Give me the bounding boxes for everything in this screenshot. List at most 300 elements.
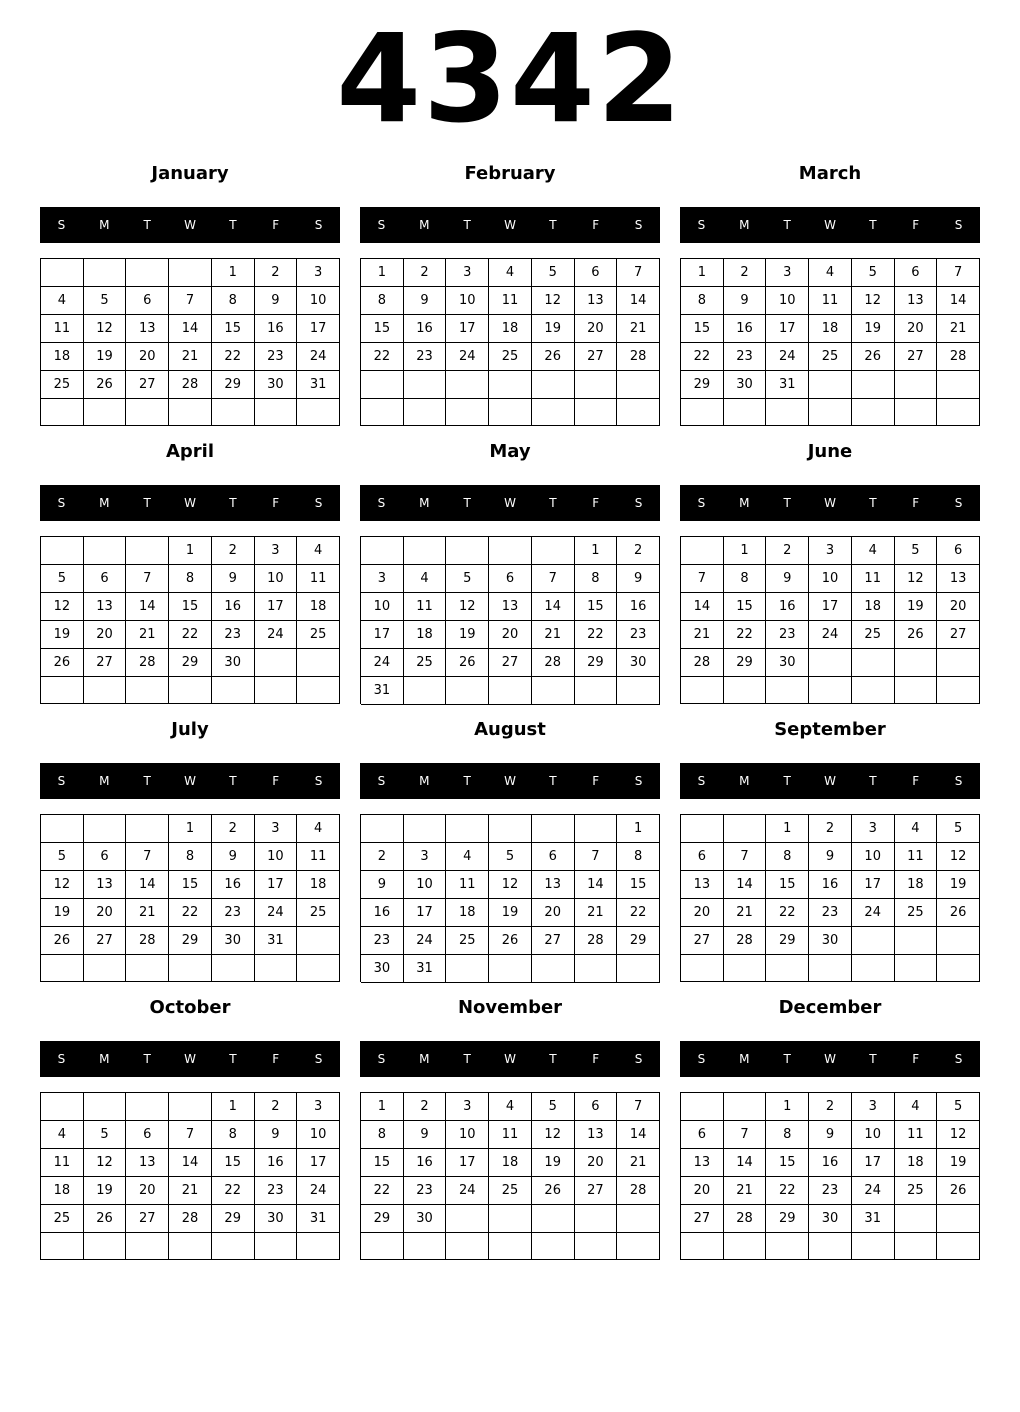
- day-cell: 12: [937, 1121, 980, 1149]
- day-cell: 15: [724, 593, 767, 621]
- weekday-label: S: [377, 218, 386, 232]
- day-cell: 21: [126, 621, 169, 649]
- day-cell: 2: [617, 537, 660, 565]
- weekday-label: M: [419, 218, 430, 232]
- month-name: November: [457, 997, 563, 1018]
- day-cell: 5: [532, 259, 575, 287]
- weekday-label: M: [739, 496, 750, 510]
- day-cell: 5: [41, 565, 84, 593]
- day-cell: 4: [809, 259, 852, 287]
- day-cell: 7: [532, 565, 575, 593]
- empty-cell: [446, 677, 489, 705]
- empty-cell: [809, 649, 852, 677]
- day-cell: 4: [41, 1121, 84, 1149]
- day-cell: 7: [617, 259, 660, 287]
- day-cell: 20: [575, 315, 618, 343]
- weekday-label: W: [824, 774, 836, 788]
- weekday-label: M: [739, 218, 750, 232]
- day-cell: 12: [41, 871, 84, 899]
- empty-cell: [895, 1205, 938, 1233]
- day-cell: 28: [169, 1205, 212, 1233]
- weekday-label: F: [592, 774, 600, 788]
- weekday-label: F: [592, 496, 600, 510]
- day-cell: 15: [575, 593, 618, 621]
- empty-cell: [361, 815, 404, 843]
- day-cell: 29: [724, 649, 767, 677]
- day-cell: 9: [255, 1121, 298, 1149]
- day-cell: 20: [895, 315, 938, 343]
- empty-cell: [937, 955, 980, 982]
- day-cell: 9: [809, 843, 852, 871]
- day-cell: 6: [895, 259, 938, 287]
- day-cell: 16: [724, 315, 767, 343]
- day-cell: 17: [404, 899, 447, 927]
- day-cell: 3: [255, 537, 298, 565]
- day-cell: 29: [361, 1205, 404, 1233]
- day-cell: 17: [297, 1149, 340, 1177]
- day-cell: 23: [404, 343, 447, 371]
- day-cell: 28: [724, 1205, 767, 1233]
- empty-cell: [895, 399, 938, 426]
- day-cell: 23: [724, 343, 767, 371]
- empty-cell: [446, 537, 489, 565]
- weekday-label: T: [783, 218, 791, 232]
- day-cell: 27: [895, 343, 938, 371]
- day-cell: 17: [852, 871, 895, 899]
- day-cell: 25: [489, 343, 532, 371]
- day-cell: 3: [766, 259, 809, 287]
- day-cell: 11: [297, 843, 340, 871]
- day-cell: 18: [446, 899, 489, 927]
- day-cell: 10: [852, 843, 895, 871]
- weekday-label: T: [869, 496, 877, 510]
- empty-cell: [766, 955, 809, 982]
- day-cell: 26: [489, 927, 532, 955]
- weekday-label: T: [143, 774, 151, 788]
- day-grid: [40, 1092, 340, 1260]
- empty-cell: [937, 677, 980, 704]
- day-cell: 11: [852, 565, 895, 593]
- day-cell: 17: [852, 1149, 895, 1177]
- day-cell: 2: [724, 259, 767, 287]
- day-cell: 10: [809, 565, 852, 593]
- day-cell: 26: [937, 899, 980, 927]
- day-cell: 19: [84, 1177, 127, 1205]
- day-cell: 19: [41, 899, 84, 927]
- month-name: October: [149, 997, 231, 1018]
- day-grid: [360, 536, 660, 704]
- day-cell: 12: [489, 871, 532, 899]
- empty-cell: [532, 1233, 575, 1260]
- empty-cell: [937, 371, 980, 399]
- day-cell: 17: [766, 315, 809, 343]
- day-cell: 1: [212, 259, 255, 287]
- day-cell: 12: [895, 565, 938, 593]
- day-cell: 7: [126, 843, 169, 871]
- day-cell: 27: [84, 649, 127, 677]
- day-cell: 31: [297, 371, 340, 399]
- day-cell: 28: [617, 343, 660, 371]
- day-cell: 18: [41, 343, 84, 371]
- weekday-header: [40, 207, 340, 243]
- day-cell: 16: [404, 315, 447, 343]
- weekday-label: T: [143, 218, 151, 232]
- day-cell: 31: [255, 927, 298, 955]
- day-cell: 29: [766, 927, 809, 955]
- empty-cell: [126, 955, 169, 982]
- empty-cell: [169, 1093, 212, 1121]
- day-cell: 24: [297, 1177, 340, 1205]
- day-cell: 13: [126, 315, 169, 343]
- weekday-header: [360, 763, 660, 799]
- day-cell: 29: [766, 1205, 809, 1233]
- day-cell: 11: [489, 1121, 532, 1149]
- empty-cell: [895, 955, 938, 982]
- day-cell: 18: [297, 871, 340, 899]
- day-cell: 3: [809, 537, 852, 565]
- empty-cell: [724, 1093, 767, 1121]
- weekday-label: S: [634, 496, 643, 510]
- day-cell: 15: [212, 315, 255, 343]
- day-cell: 26: [937, 1177, 980, 1205]
- day-cell: 21: [126, 899, 169, 927]
- weekday-label: S: [314, 496, 323, 510]
- empty-cell: [617, 1233, 660, 1260]
- day-cell: 19: [937, 1149, 980, 1177]
- day-cell: 1: [361, 259, 404, 287]
- day-cell: 3: [361, 565, 404, 593]
- day-cell: 23: [809, 1177, 852, 1205]
- empty-cell: [809, 399, 852, 426]
- day-cell: 14: [724, 1149, 767, 1177]
- day-cell: 23: [255, 1177, 298, 1205]
- day-cell: 5: [84, 287, 127, 315]
- day-cell: 26: [852, 343, 895, 371]
- day-cell: 13: [575, 1121, 618, 1149]
- weekday-label: W: [824, 1052, 836, 1066]
- weekday-label: S: [954, 1052, 963, 1066]
- day-cell: 22: [212, 343, 255, 371]
- empty-cell: [446, 1233, 489, 1260]
- day-grid: [360, 258, 660, 426]
- day-cell: 6: [532, 843, 575, 871]
- day-cell: 14: [681, 593, 724, 621]
- weekday-label: S: [314, 1052, 323, 1066]
- day-grid: [680, 1092, 980, 1260]
- day-cell: 2: [766, 537, 809, 565]
- day-cell: 2: [361, 843, 404, 871]
- empty-cell: [575, 371, 618, 399]
- empty-cell: [724, 815, 767, 843]
- day-cell: 16: [212, 871, 255, 899]
- weekday-header: [40, 485, 340, 521]
- day-cell: 22: [766, 1177, 809, 1205]
- empty-cell: [84, 259, 127, 287]
- day-cell: 30: [809, 927, 852, 955]
- day-cell: 30: [212, 927, 255, 955]
- day-cell: 1: [766, 815, 809, 843]
- day-cell: 24: [297, 343, 340, 371]
- weekday-label: T: [463, 218, 471, 232]
- empty-cell: [255, 955, 298, 982]
- weekday-label: S: [57, 218, 66, 232]
- day-cell: 20: [84, 899, 127, 927]
- day-cell: 25: [446, 927, 489, 955]
- day-cell: 8: [617, 843, 660, 871]
- day-cell: 10: [297, 287, 340, 315]
- empty-cell: [404, 399, 447, 427]
- day-cell: 26: [895, 621, 938, 649]
- empty-cell: [575, 677, 618, 705]
- day-cell: 31: [404, 955, 447, 983]
- day-cell: 5: [446, 565, 489, 593]
- day-cell: 26: [532, 1177, 575, 1205]
- day-cell: 6: [489, 565, 532, 593]
- day-cell: 22: [617, 899, 660, 927]
- day-cell: 17: [446, 315, 489, 343]
- day-cell: 20: [681, 899, 724, 927]
- day-cell: 16: [212, 593, 255, 621]
- month-name: March: [798, 163, 862, 184]
- day-cell: 7: [937, 259, 980, 287]
- day-cell: 18: [41, 1177, 84, 1205]
- day-cell: 4: [297, 815, 340, 843]
- empty-cell: [126, 1233, 169, 1260]
- day-cell: 27: [489, 649, 532, 677]
- empty-cell: [532, 815, 575, 843]
- day-cell: 1: [169, 815, 212, 843]
- day-cell: 17: [255, 871, 298, 899]
- day-cell: 24: [255, 621, 298, 649]
- day-cell: 21: [169, 1177, 212, 1205]
- day-cell: 15: [766, 871, 809, 899]
- day-cell: 13: [681, 1149, 724, 1177]
- day-cell: 12: [41, 593, 84, 621]
- weekday-label: S: [954, 218, 963, 232]
- month-name: February: [464, 163, 556, 184]
- day-cell: 7: [575, 843, 618, 871]
- day-cell: 6: [126, 287, 169, 315]
- day-cell: 27: [84, 927, 127, 955]
- empty-cell: [446, 371, 489, 399]
- day-cell: 29: [575, 649, 618, 677]
- day-cell: 10: [446, 1121, 489, 1149]
- weekday-label: T: [549, 218, 557, 232]
- day-cell: 7: [617, 1093, 660, 1121]
- day-cell: 6: [937, 537, 980, 565]
- day-cell: 3: [297, 259, 340, 287]
- day-cell: 1: [169, 537, 212, 565]
- day-cell: 29: [169, 927, 212, 955]
- day-cell: 4: [404, 565, 447, 593]
- weekday-label: W: [824, 218, 836, 232]
- day-cell: 26: [84, 1205, 127, 1233]
- day-cell: 7: [724, 843, 767, 871]
- empty-cell: [937, 399, 980, 426]
- day-cell: 6: [681, 1121, 724, 1149]
- day-cell: 18: [852, 593, 895, 621]
- empty-cell: [489, 1205, 532, 1233]
- day-cell: 13: [575, 287, 618, 315]
- day-cell: 25: [852, 621, 895, 649]
- weekday-label: S: [954, 774, 963, 788]
- day-cell: 4: [297, 537, 340, 565]
- day-cell: 21: [617, 315, 660, 343]
- weekday-label: T: [549, 774, 557, 788]
- day-cell: 11: [41, 1149, 84, 1177]
- day-cell: 5: [937, 815, 980, 843]
- empty-cell: [489, 399, 532, 427]
- day-cell: 25: [297, 621, 340, 649]
- empty-cell: [84, 815, 127, 843]
- day-cell: 1: [724, 537, 767, 565]
- empty-cell: [212, 1233, 255, 1260]
- empty-cell: [617, 371, 660, 399]
- empty-cell: [895, 927, 938, 955]
- day-cell: 5: [84, 1121, 127, 1149]
- day-cell: 29: [617, 927, 660, 955]
- empty-cell: [617, 677, 660, 705]
- day-cell: 27: [575, 1177, 618, 1205]
- day-cell: 28: [724, 927, 767, 955]
- day-cell: 6: [126, 1121, 169, 1149]
- day-cell: 31: [297, 1205, 340, 1233]
- empty-cell: [84, 677, 127, 704]
- day-cell: 8: [575, 565, 618, 593]
- weekday-label: S: [57, 496, 66, 510]
- month-name: April: [165, 441, 215, 462]
- day-cell: 11: [895, 1121, 938, 1149]
- day-cell: 16: [766, 593, 809, 621]
- empty-cell: [937, 1233, 980, 1260]
- day-grid: [40, 258, 340, 426]
- day-cell: 27: [937, 621, 980, 649]
- day-cell: 23: [809, 899, 852, 927]
- empty-cell: [446, 399, 489, 427]
- day-cell: 15: [617, 871, 660, 899]
- day-cell: 22: [212, 1177, 255, 1205]
- day-cell: 3: [404, 843, 447, 871]
- empty-cell: [169, 1233, 212, 1260]
- weekday-label: T: [549, 1052, 557, 1066]
- day-cell: 5: [895, 537, 938, 565]
- weekday-label: T: [229, 218, 237, 232]
- day-cell: 29: [681, 371, 724, 399]
- empty-cell: [41, 955, 84, 982]
- day-cell: 8: [212, 287, 255, 315]
- day-cell: 11: [809, 287, 852, 315]
- day-cell: 9: [766, 565, 809, 593]
- day-cell: 30: [255, 1205, 298, 1233]
- day-cell: 12: [446, 593, 489, 621]
- day-cell: 30: [255, 371, 298, 399]
- day-grid: [680, 258, 980, 426]
- weekday-label: W: [184, 496, 196, 510]
- empty-cell: [169, 955, 212, 982]
- empty-cell: [681, 955, 724, 982]
- empty-cell: [575, 1233, 618, 1260]
- empty-cell: [766, 677, 809, 704]
- day-cell: 13: [681, 871, 724, 899]
- weekday-label: F: [912, 218, 920, 232]
- day-cell: 6: [575, 259, 618, 287]
- weekday-label: T: [869, 218, 877, 232]
- empty-cell: [84, 1093, 127, 1121]
- day-cell: 21: [937, 315, 980, 343]
- weekday-header: [40, 763, 340, 799]
- empty-cell: [446, 815, 489, 843]
- weekday-label: F: [592, 1052, 600, 1066]
- weekday-label: S: [697, 774, 706, 788]
- weekday-label: T: [463, 774, 471, 788]
- day-cell: 13: [532, 871, 575, 899]
- day-cell: 12: [84, 1149, 127, 1177]
- empty-cell: [126, 677, 169, 704]
- day-cell: 30: [809, 1205, 852, 1233]
- weekday-label: T: [229, 496, 237, 510]
- empty-cell: [297, 649, 340, 677]
- empty-cell: [724, 955, 767, 982]
- empty-cell: [575, 955, 618, 983]
- day-grid: [40, 536, 340, 704]
- day-cell: 6: [575, 1093, 618, 1121]
- day-cell: 1: [681, 259, 724, 287]
- day-cell: 23: [361, 927, 404, 955]
- day-cell: 11: [489, 287, 532, 315]
- empty-cell: [895, 1233, 938, 1260]
- day-cell: 22: [169, 621, 212, 649]
- day-cell: 27: [126, 371, 169, 399]
- weekday-label: M: [99, 1052, 110, 1066]
- empty-cell: [361, 399, 404, 427]
- empty-cell: [126, 259, 169, 287]
- day-cell: 27: [126, 1205, 169, 1233]
- day-cell: 21: [532, 621, 575, 649]
- day-cell: 6: [681, 843, 724, 871]
- day-cell: 28: [532, 649, 575, 677]
- empty-cell: [937, 927, 980, 955]
- empty-cell: [41, 677, 84, 704]
- day-cell: 9: [212, 843, 255, 871]
- year-title: 4342: [336, 8, 684, 150]
- empty-cell: [809, 677, 852, 704]
- day-cell: 13: [489, 593, 532, 621]
- weekday-label: F: [912, 1052, 920, 1066]
- day-cell: 12: [532, 1121, 575, 1149]
- day-cell: 8: [766, 843, 809, 871]
- day-cell: 14: [724, 871, 767, 899]
- empty-cell: [575, 815, 618, 843]
- empty-cell: [724, 399, 767, 426]
- day-cell: 4: [489, 1093, 532, 1121]
- day-cell: 2: [809, 1093, 852, 1121]
- day-cell: 12: [84, 315, 127, 343]
- day-cell: 20: [84, 621, 127, 649]
- weekday-label: T: [783, 1052, 791, 1066]
- day-cell: 6: [84, 565, 127, 593]
- weekday-label: T: [143, 1052, 151, 1066]
- day-cell: 2: [255, 259, 298, 287]
- day-cell: 8: [361, 1121, 404, 1149]
- day-cell: 1: [617, 815, 660, 843]
- day-cell: 15: [361, 315, 404, 343]
- day-cell: 24: [446, 1177, 489, 1205]
- day-cell: 29: [169, 649, 212, 677]
- day-cell: 6: [84, 843, 127, 871]
- empty-cell: [41, 1093, 84, 1121]
- month-name: September: [774, 719, 886, 740]
- weekday-label: M: [99, 218, 110, 232]
